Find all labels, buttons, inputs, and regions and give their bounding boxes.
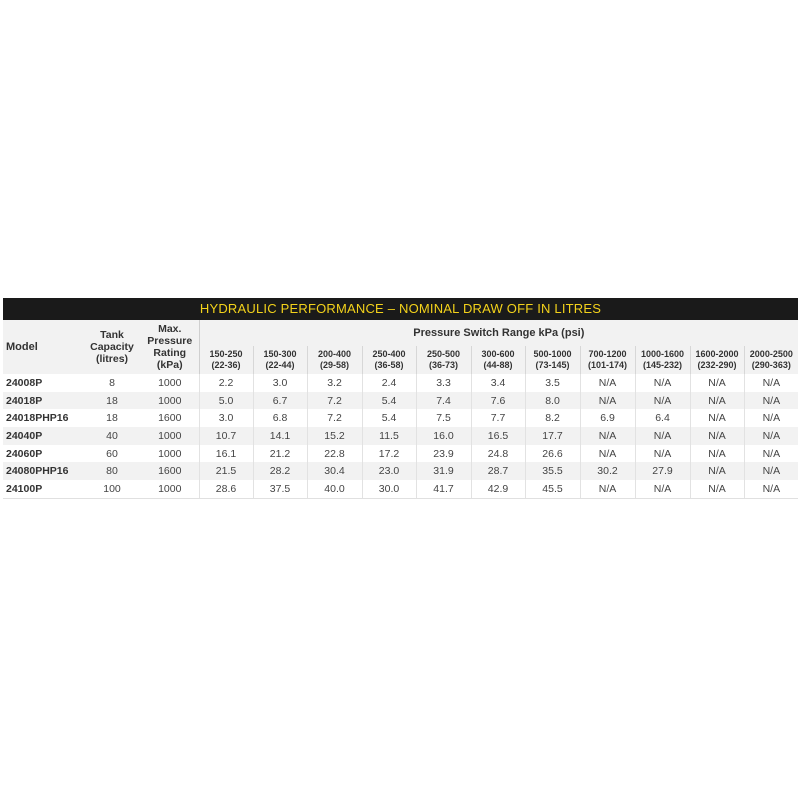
- cell-tank-capacity: 18: [106, 412, 118, 425]
- range-kpa-label: 700-1200: [588, 349, 627, 359]
- range-kpa-label: 1000-1600: [640, 349, 685, 359]
- cell-model: 24080PHP16: [6, 465, 69, 478]
- cell-draw-off: 6.9: [580, 409, 635, 427]
- cell-draw-off: N/A: [635, 480, 690, 498]
- cell-max-pressure: 1000: [158, 429, 182, 442]
- cell-draw-off: N/A: [690, 445, 744, 463]
- cell-draw-off: 7.2: [307, 409, 362, 427]
- cell-tank-capacity: 60: [106, 447, 118, 460]
- table-bottom-divider: [3, 498, 798, 499]
- cell-model: 24018P: [6, 394, 43, 407]
- cell-draw-off: 23.0: [362, 462, 416, 480]
- cell-max-pressure: 1000: [158, 482, 182, 495]
- table-row: [3, 462, 798, 480]
- cell-draw-off: N/A: [744, 374, 798, 392]
- table-row: [3, 409, 798, 427]
- cell-draw-off: 8.2: [525, 409, 580, 427]
- cell-draw-off: 2.4: [362, 374, 416, 392]
- cell-draw-off: 45.5: [525, 480, 580, 498]
- cell-draw-off: 17.2: [362, 445, 416, 463]
- cell-draw-off: 7.6: [471, 392, 525, 410]
- cell-tank-capacity: 8: [109, 376, 115, 389]
- cell-draw-off: 17.7: [525, 427, 580, 445]
- table-row: [3, 392, 798, 410]
- cell-draw-off: N/A: [580, 445, 635, 463]
- range-kpa-label: 250-500: [426, 349, 461, 359]
- cell-draw-off: 16.5: [471, 427, 525, 445]
- header-range-0: [199, 346, 253, 374]
- cell-draw-off: 28.6: [199, 480, 253, 498]
- cell-draw-off: 40.0: [307, 480, 362, 498]
- cell-draw-off: 16.1: [199, 445, 253, 463]
- header-model: Model: [6, 341, 38, 353]
- cell-draw-off: 6.7: [253, 392, 307, 410]
- cell-draw-off: N/A: [744, 462, 798, 480]
- cell-draw-off: N/A: [690, 480, 744, 498]
- cell-tank-capacity: 40: [106, 429, 118, 442]
- cell-draw-off: 10.7: [199, 427, 253, 445]
- cell-draw-off: 11.5: [362, 427, 416, 445]
- cell-max-pressure: 1600: [158, 412, 182, 425]
- cell-draw-off: 28.2: [253, 462, 307, 480]
- range-kpa-label: 1600-2000: [695, 349, 739, 359]
- cell-draw-off: 42.9: [471, 480, 525, 498]
- performance-table-container: [3, 298, 798, 499]
- cell-tank-capacity: 100: [103, 482, 121, 495]
- cell-draw-off: 7.2: [307, 392, 362, 410]
- cell-draw-off: 21.2: [253, 445, 307, 463]
- header-range-4: [416, 346, 471, 374]
- cell-draw-off: 30.2: [580, 462, 635, 480]
- cell-draw-off: N/A: [635, 445, 690, 463]
- cell-draw-off: 5.0: [199, 392, 253, 410]
- cell-draw-off: 15.2: [307, 427, 362, 445]
- cell-max-pressure: 1600: [158, 465, 182, 478]
- cell-draw-off: 3.0: [253, 374, 307, 392]
- cell-model: 24100P: [6, 482, 43, 495]
- range-kpa-label: 250-400: [372, 349, 406, 359]
- cell-draw-off: N/A: [690, 427, 744, 445]
- cell-draw-off: N/A: [580, 427, 635, 445]
- range-kpa-label: 150-300: [263, 349, 297, 359]
- cell-draw-off: N/A: [690, 392, 744, 410]
- cell-draw-off: N/A: [744, 427, 798, 445]
- cell-draw-off: 6.4: [635, 409, 690, 427]
- header-tank-capacity: [83, 320, 141, 374]
- cell-tank-capacity: 18: [106, 394, 118, 407]
- table-row: [3, 374, 798, 392]
- cell-draw-off: N/A: [744, 392, 798, 410]
- range-psi-label: (44-88): [483, 360, 513, 370]
- table-body: [3, 374, 798, 498]
- range-psi-label: (145-232): [642, 360, 683, 370]
- cell-draw-off: N/A: [744, 445, 798, 463]
- header-range-8: [635, 346, 690, 374]
- cell-draw-off: 31.9: [416, 462, 471, 480]
- cell-draw-off: 27.9: [635, 462, 690, 480]
- cell-draw-off: N/A: [635, 392, 690, 410]
- header-range-3: [362, 346, 416, 374]
- range-psi-label: (29-58): [319, 360, 349, 370]
- cell-draw-off: 6.8: [253, 409, 307, 427]
- cell-draw-off: 3.4: [471, 374, 525, 392]
- cell-draw-off: 21.5: [199, 462, 253, 480]
- cell-max-pressure: 1000: [158, 376, 182, 389]
- range-kpa-label: 500-1000: [533, 349, 572, 359]
- cell-draw-off: 8.0: [525, 392, 580, 410]
- header-max-pressure-label: Max. Pressure Rating (kPa): [147, 323, 193, 371]
- cell-draw-off: 24.8: [471, 445, 525, 463]
- header-row: [3, 320, 798, 346]
- cell-draw-off: 3.0: [199, 409, 253, 427]
- header-range-10: [744, 346, 798, 374]
- performance-table: [3, 320, 798, 498]
- cell-draw-off: 37.5: [253, 480, 307, 498]
- range-psi-label: (22-44): [265, 360, 295, 370]
- cell-draw-off: 35.5: [525, 462, 580, 480]
- header-range-1: [253, 346, 307, 374]
- cell-draw-off: N/A: [580, 374, 635, 392]
- cell-draw-off: 3.3: [416, 374, 471, 392]
- cell-draw-off: 3.2: [307, 374, 362, 392]
- header-range-6: [525, 346, 580, 374]
- cell-draw-off: N/A: [690, 374, 744, 392]
- range-kpa-label: 150-250: [209, 349, 243, 359]
- table-title: HYDRAULIC PERFORMANCE – NOMINAL DRAW OFF IN LITRES: [3, 298, 798, 320]
- cell-max-pressure: 1000: [158, 447, 182, 460]
- cell-draw-off: 23.9: [416, 445, 471, 463]
- header-range-2: [307, 346, 362, 374]
- cell-draw-off: 7.7: [471, 409, 525, 427]
- cell-draw-off: 14.1: [253, 427, 307, 445]
- cell-draw-off: N/A: [635, 427, 690, 445]
- cell-draw-off: N/A: [580, 480, 635, 498]
- range-psi-label: (232-290): [697, 360, 737, 370]
- range-psi-label: (22-36): [211, 360, 241, 370]
- cell-draw-off: 2.2: [199, 374, 253, 392]
- header-pressure-switch-range: Pressure Switch Range kPa (psi): [199, 320, 798, 346]
- cell-model: 24040P: [6, 429, 43, 442]
- cell-draw-off: 5.4: [362, 392, 416, 410]
- cell-draw-off: N/A: [635, 374, 690, 392]
- cell-draw-off: 22.8: [307, 445, 362, 463]
- range-psi-label: (36-58): [374, 360, 404, 370]
- header-tank-capacity-label: Tank Capacity (litres): [90, 329, 134, 365]
- cell-draw-off: 41.7: [416, 480, 471, 498]
- range-psi-label: (73-145): [535, 360, 570, 370]
- cell-model: 24008P: [6, 376, 43, 389]
- cell-draw-off: 30.0: [362, 480, 416, 498]
- table-row: [3, 445, 798, 463]
- cell-max-pressure: 1000: [158, 394, 182, 407]
- cell-draw-off: 7.4: [416, 392, 471, 410]
- cell-tank-capacity: 80: [106, 465, 118, 478]
- cell-draw-off: N/A: [690, 462, 744, 480]
- cell-draw-off: 7.5: [416, 409, 471, 427]
- cell-draw-off: 30.4: [307, 462, 362, 480]
- header-range-7: [580, 346, 635, 374]
- cell-draw-off: 16.0: [416, 427, 471, 445]
- cell-draw-off: N/A: [580, 392, 635, 410]
- header-max-pressure: [141, 320, 199, 374]
- cell-draw-off: N/A: [690, 409, 744, 427]
- range-psi-label: (36-73): [428, 360, 458, 370]
- header-range-5: [471, 346, 525, 374]
- range-kpa-label: 2000-2500: [749, 349, 793, 359]
- cell-model: 24018PHP16: [6, 412, 69, 425]
- cell-draw-off: 5.4: [362, 409, 416, 427]
- range-psi-label: (101-174): [587, 360, 628, 370]
- cell-draw-off: N/A: [744, 480, 798, 498]
- range-kpa-label: 200-400: [317, 349, 352, 359]
- range-kpa-label: 300-600: [481, 349, 515, 359]
- cell-draw-off: 26.6: [525, 445, 580, 463]
- cell-draw-off: 3.5: [525, 374, 580, 392]
- table-row: [3, 427, 798, 445]
- cell-draw-off: N/A: [744, 409, 798, 427]
- table-row: [3, 480, 798, 498]
- cell-model: 24060P: [6, 447, 43, 460]
- range-psi-label: (290-363): [751, 360, 791, 370]
- header-range-9: [690, 346, 744, 374]
- cell-draw-off: 28.7: [471, 462, 525, 480]
